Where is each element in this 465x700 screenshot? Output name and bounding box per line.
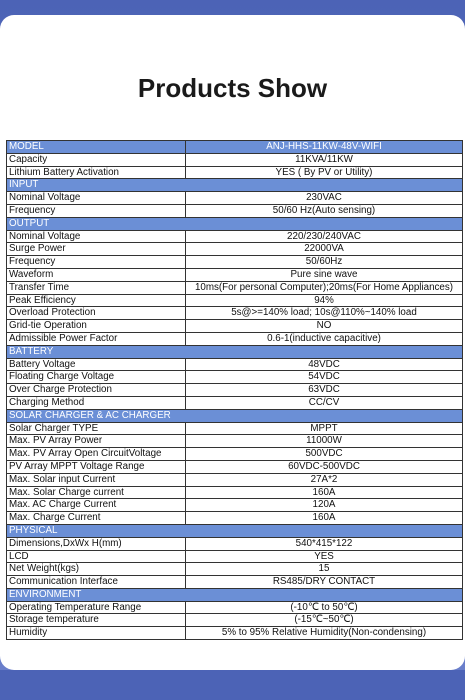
- section-header-row: [7, 409, 463, 422]
- spec-row: [7, 512, 463, 525]
- spec-value: ANJ-HHS-11KW-48V-WIFI: [186, 141, 463, 154]
- spec-row: [7, 460, 463, 473]
- section-header: SOLAR CHARGER & AC CHARGER: [7, 409, 463, 422]
- spec-row: [7, 243, 463, 256]
- spec-value: 60VDC-500VDC: [186, 460, 463, 473]
- spec-value: 160A: [186, 512, 463, 525]
- spec-row: [7, 537, 463, 550]
- spec-label: Max. Charge Current: [7, 512, 186, 525]
- spec-value: 94%: [186, 294, 463, 307]
- spec-row: [7, 486, 463, 499]
- spec-value: 5s@>=140% load; 10s@110%~140% load: [186, 307, 463, 320]
- spec-value: CC/CV: [186, 396, 463, 409]
- spec-row: [7, 281, 463, 294]
- spec-label: Capacity: [7, 153, 186, 166]
- spec-label: Storage temperature: [7, 614, 186, 627]
- section-header: BATTERY: [7, 345, 463, 358]
- spec-value: NO: [186, 320, 463, 333]
- spec-label: Charging Method: [7, 396, 186, 409]
- spec-row: [7, 601, 463, 614]
- spec-label: Communication Interface: [7, 576, 186, 589]
- spec-label: Net Weight(kgs): [7, 563, 186, 576]
- section-header: OUTPUT: [7, 217, 463, 230]
- spec-row: [7, 396, 463, 409]
- spec-label: Surge Power: [7, 243, 186, 256]
- spec-value: 10ms(For personal Computer);20ms(For Home Appliances): [186, 281, 463, 294]
- section-header: ENVIRONMENT: [7, 588, 463, 601]
- spec-value: 50/60 Hz(Auto sensing): [186, 204, 463, 217]
- bottom-strip: [0, 670, 465, 700]
- spec-value: (-15℃~50℃): [186, 614, 463, 627]
- spec-row: [7, 166, 463, 179]
- spec-label: Nominal Voltage: [7, 230, 186, 243]
- spec-label: Overload Protection: [7, 307, 186, 320]
- spec-value: 230VAC: [186, 192, 463, 205]
- spec-label: Operating Temperature Range: [7, 601, 186, 614]
- spec-value: 22000VA: [186, 243, 463, 256]
- section-header-row: [7, 217, 463, 230]
- spec-row: [7, 204, 463, 217]
- spec-value: 11000W: [186, 435, 463, 448]
- spec-value: 50/60Hz: [186, 256, 463, 269]
- spec-label: Max. PV Array Open CircuitVoltage: [7, 448, 186, 461]
- spec-row: [7, 256, 463, 269]
- spec-value: Pure sine wave: [186, 268, 463, 281]
- spec-value: 160A: [186, 486, 463, 499]
- spec-row: [7, 371, 463, 384]
- spec-value: 0.6-1(inductive capacitive): [186, 332, 463, 345]
- spec-label: Waveform: [7, 268, 186, 281]
- spec-value: (-10℃ to 50℃): [186, 601, 463, 614]
- spec-label: Peak Efficiency: [7, 294, 186, 307]
- spec-row: [7, 576, 463, 589]
- spec-value: 27A*2: [186, 473, 463, 486]
- spec-row: [7, 499, 463, 512]
- section-header: PHYSICAL: [7, 524, 463, 537]
- spec-label: Humidity: [7, 627, 186, 640]
- model-row: [7, 141, 463, 154]
- spec-table: [6, 140, 463, 640]
- spec-row: [7, 307, 463, 320]
- spec-value: 5% to 95% Relative Humidity(Non-condensing): [186, 627, 463, 640]
- spec-label: Nominal Voltage: [7, 192, 186, 205]
- spec-row: [7, 435, 463, 448]
- spec-table-body: [7, 141, 463, 640]
- spec-value: 540*415*122: [186, 537, 463, 550]
- spec-value: 11KVA/11KW: [186, 153, 463, 166]
- spec-value: RS485/DRY CONTACT: [186, 576, 463, 589]
- spec-row: [7, 473, 463, 486]
- spec-row: [7, 384, 463, 397]
- spec-value: 500VDC: [186, 448, 463, 461]
- spec-row: [7, 268, 463, 281]
- spec-row: [7, 358, 463, 371]
- spec-value: 15: [186, 563, 463, 576]
- spec-value: YES ( By PV or Utility): [186, 166, 463, 179]
- spec-value: 120A: [186, 499, 463, 512]
- spec-row: [7, 614, 463, 627]
- spec-row: [7, 550, 463, 563]
- spec-row: [7, 448, 463, 461]
- spec-row: [7, 320, 463, 333]
- spec-label: Frequency: [7, 204, 186, 217]
- spec-label: Over Charge Protection: [7, 384, 186, 397]
- spec-label: Battery Voltage: [7, 358, 186, 371]
- spec-label: Solar Charger TYPE: [7, 422, 186, 435]
- spec-row: [7, 627, 463, 640]
- spec-label: Max. PV Array Power: [7, 435, 186, 448]
- spec-row: [7, 153, 463, 166]
- spec-value: 63VDC: [186, 384, 463, 397]
- spec-label: Admissible Power Factor: [7, 332, 186, 345]
- spec-row: [7, 332, 463, 345]
- spec-label: Dimensions,DxWx H(mm): [7, 537, 186, 550]
- spec-row: [7, 192, 463, 205]
- spec-label: Transfer Time: [7, 281, 186, 294]
- spec-row: [7, 563, 463, 576]
- section-header-row: [7, 345, 463, 358]
- spec-row: [7, 422, 463, 435]
- spec-label: Max. Solar input Current: [7, 473, 186, 486]
- spec-label: Frequency: [7, 256, 186, 269]
- spec-label: Max. AC Charge Current: [7, 499, 186, 512]
- spec-value: 54VDC: [186, 371, 463, 384]
- spec-value: MPPT: [186, 422, 463, 435]
- spec-row: [7, 230, 463, 243]
- spec-row: [7, 294, 463, 307]
- section-header-row: [7, 588, 463, 601]
- spec-label: Grid-tie Operation: [7, 320, 186, 333]
- spec-label: Max. Solar Charge current: [7, 486, 186, 499]
- spec-label: Lithium Battery Activation: [7, 166, 186, 179]
- section-header: INPUT: [7, 179, 463, 192]
- spec-label: LCD: [7, 550, 186, 563]
- spec-value: 48VDC: [186, 358, 463, 371]
- spec-value: 220/230/240VAC: [186, 230, 463, 243]
- section-header-row: [7, 179, 463, 192]
- spec-label: MODEL: [7, 141, 186, 154]
- spec-label: PV Array MPPT Voltage Range: [7, 460, 186, 473]
- spec-value: YES: [186, 550, 463, 563]
- page-title: Products Show: [137, 73, 328, 103]
- spec-label: Floating Charge Voltage: [7, 371, 186, 384]
- section-header-row: [7, 524, 463, 537]
